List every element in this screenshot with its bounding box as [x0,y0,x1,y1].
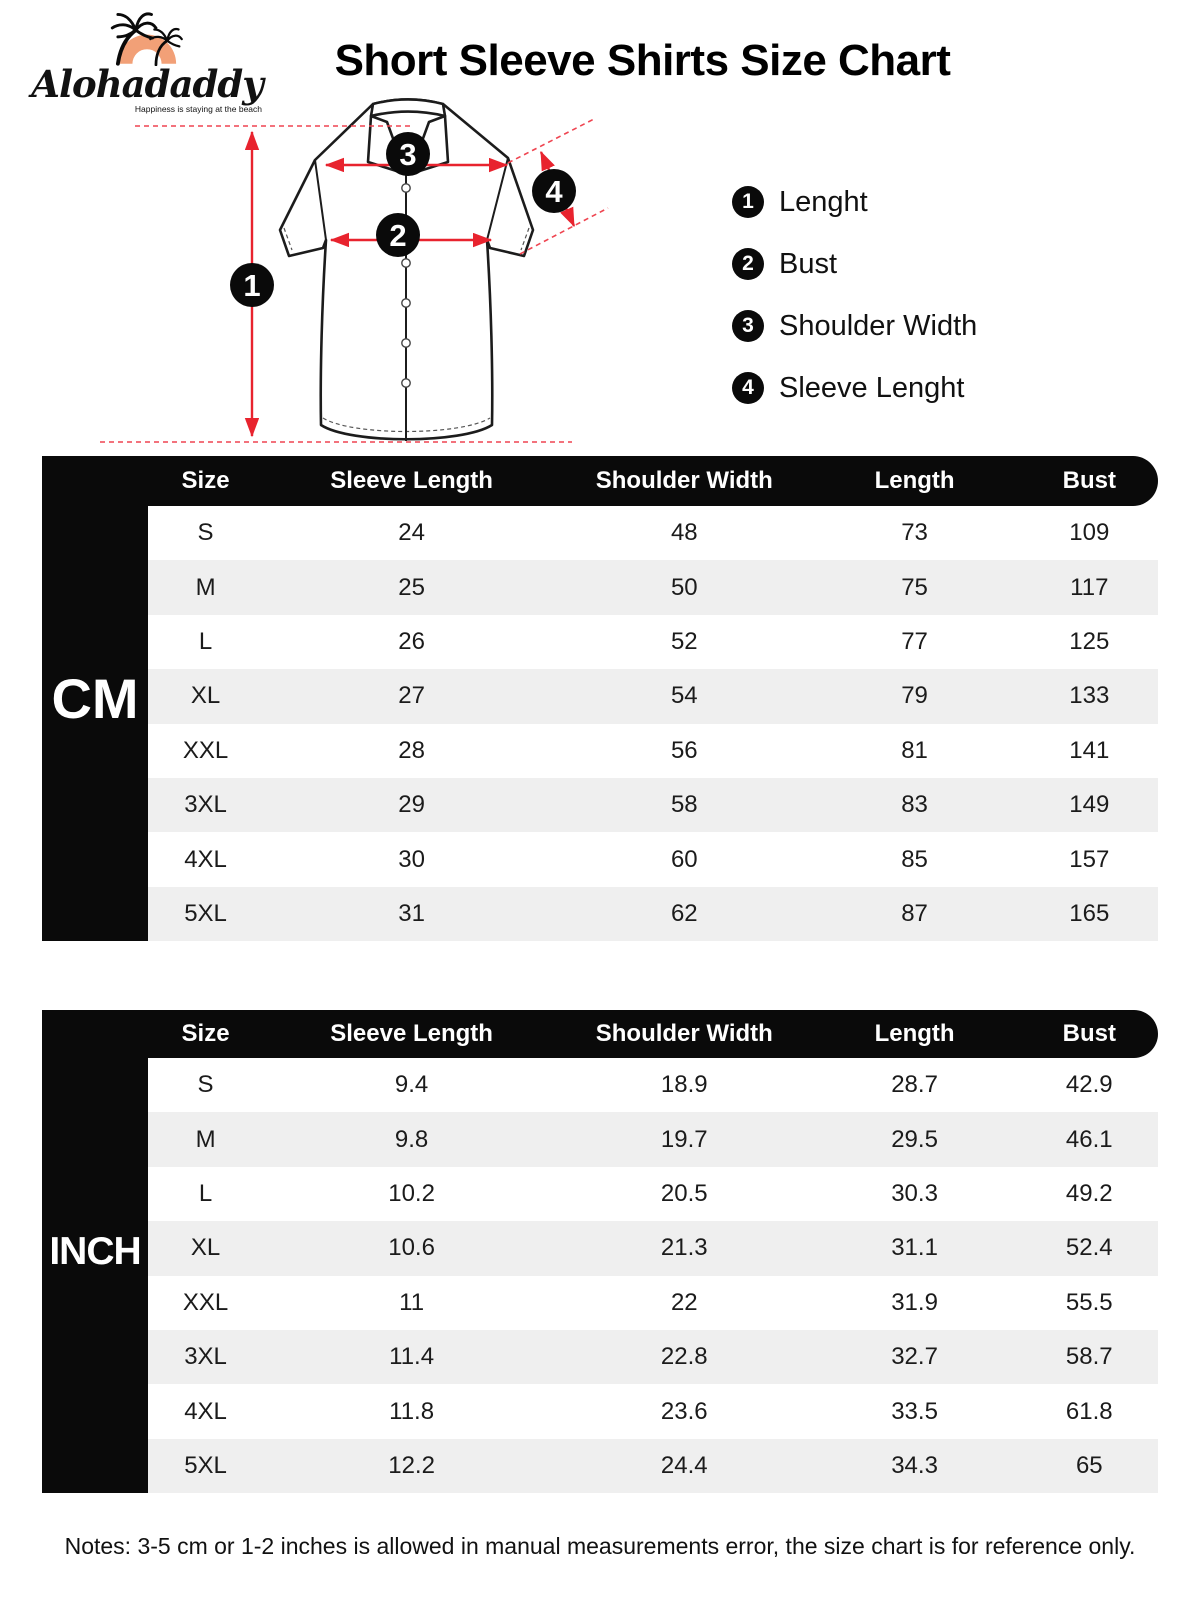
column-header-bust: Bust [1062,467,1116,494]
legend-badge-3: 3 [732,310,764,342]
unit-label-inch: INCH [42,1010,148,1493]
unit-label-cm: CM [42,456,148,941]
table-row [148,778,1158,832]
legend-badge-2: 2 [732,248,764,280]
table-cell: 31.9 [891,1288,938,1316]
table-cell: 5XL [184,1451,227,1479]
table-cell: 5XL [184,899,227,927]
table-cell: 48 [670,519,698,547]
table-cell: 27 [398,682,425,710]
table-row [148,1167,1158,1221]
notes-text: Notes: 3-5 cm or 1-2 inches is allowed in manual measurements error, the size chart is for reference only. [64,1533,1136,1559]
table-cell: 79 [901,682,928,710]
diagram-badge-2: 2 [389,218,407,253]
table-cell: 11.4 [389,1343,435,1371]
column-header-bust: Bust [1062,1020,1116,1047]
table-cell: 55.5 [1065,1288,1113,1316]
table-cell: 56 [670,736,698,764]
table-cell: 50 [670,573,698,601]
table-cell: 58 [670,791,698,819]
size-table-inch [42,1010,1158,1493]
table-cell: XXL [182,1288,229,1316]
table-row [148,1276,1158,1330]
legend-item-shoulder-width [732,308,977,344]
table-cell: XL [190,1234,221,1262]
table-cell: 11.8 [389,1397,435,1425]
table-cell: M [195,1125,216,1153]
table-body-inch [148,1058,1158,1493]
table-cell: 31.1 [891,1234,938,1262]
table-cell: 62 [670,899,698,927]
table-cell: 149 [1069,791,1110,819]
size-table-cm [42,456,1158,941]
table-cell: 165 [1069,899,1110,927]
column-header-shoulder-width: Shoulder Width [595,467,773,494]
table-cell: 157 [1069,845,1110,873]
table-row [148,1384,1158,1438]
table-cell: 46.1 [1065,1125,1113,1153]
table-cell: 30 [398,845,425,873]
table-cell: 22 [670,1288,698,1316]
table-cell: 65 [1075,1451,1103,1479]
table-cell: 117 [1070,573,1109,601]
legend-label: Sleeve Lenght [779,371,965,404]
column-header-sleeve-length: Sleeve Length [330,467,493,494]
table-row [148,1439,1158,1493]
table-cell: 30.3 [891,1179,938,1207]
table-cell: 52 [670,627,698,655]
table-cell: 42.9 [1065,1071,1113,1099]
table-row [148,506,1158,560]
table-cell: 18.9 [660,1071,708,1099]
table-cell: 58.7 [1065,1343,1113,1371]
table-cell: 23.6 [660,1397,708,1425]
brand-tagline: Happiness is staying at the beach [134,104,262,114]
table-cell: 28 [398,736,425,764]
table-cell: 60 [670,845,698,873]
column-header-length: Length [874,1020,955,1047]
brand-name: Alohadaddy [31,62,263,106]
table-cell: 75 [901,573,928,601]
table-body-cm [148,506,1158,941]
table-cell: 83 [901,791,928,819]
legend-label: Lenght [779,185,868,218]
table-header-cm [42,456,1158,506]
table-cell: 10.2 [388,1179,435,1207]
table-cell: 87 [901,899,928,927]
diagram-badge-4: 4 [545,174,563,209]
table-row [148,560,1158,614]
column-header-length: Length [874,467,955,494]
table-cell: 61.8 [1065,1397,1113,1425]
table-cell: L [198,627,213,655]
table-cell: 141 [1069,736,1110,764]
table-cell: M [195,573,216,601]
column-header-sleeve-length: Sleeve Length [330,1020,493,1047]
table-cell: 3XL [184,791,227,819]
table-cell: 133 [1069,682,1110,710]
table-row [148,1221,1158,1275]
legend-item-bust [732,246,977,282]
column-header-size: Size [181,1020,230,1047]
table-cell: 49.2 [1065,1179,1113,1207]
legend-badge-1: 1 [732,186,764,218]
table-header-inch [42,1010,1158,1058]
table-cell: 31 [398,899,425,927]
legend-label: Shoulder Width [779,309,978,342]
table-cell: 24.4 [660,1451,708,1479]
table-cell: XL [190,682,221,710]
table-cell: 24 [398,519,425,547]
table-cell: S [197,1071,214,1099]
diagram-badge-3: 3 [399,137,417,172]
table-cell: 3XL [184,1343,227,1371]
table-cell: 26 [398,627,425,655]
table-cell: 21.3 [660,1234,708,1262]
table-cell: 85 [901,845,928,873]
table-cell: 19.7 [660,1125,708,1153]
table-row [148,1058,1158,1112]
table-cell: 81 [901,736,928,764]
table-row [148,887,1158,941]
shirt-measurement-diagram [80,92,620,452]
table-cell: 12.2 [388,1451,435,1479]
table-cell: 32.7 [891,1343,938,1371]
table-cell: L [198,1179,213,1207]
table-cell: 29.5 [891,1125,938,1153]
table-cell: 4XL [184,1397,227,1425]
column-header-shoulder-width: Shoulder Width [595,1020,773,1047]
table-cell: 34.3 [891,1451,938,1479]
table-cell: 22.8 [660,1343,708,1371]
table-cell: 20.5 [660,1179,708,1207]
table-cell: 9.8 [394,1125,429,1153]
table-cell: 25 [398,573,425,601]
table-cell: 52.4 [1065,1234,1113,1262]
table-cell: S [197,519,214,547]
legend-item-sleeve-length [732,370,977,406]
table-cell: 54 [670,682,698,710]
legend-badge-4: 4 [732,372,764,404]
table-cell: 9.4 [394,1071,429,1099]
table-cell: 77 [901,627,928,655]
table-row [148,669,1158,723]
table-row [148,832,1158,886]
diagram-badge-1: 1 [243,268,261,303]
legend-label: Bust [779,247,838,280]
table-cell: 33.5 [891,1397,938,1425]
table-cell: 73 [901,519,928,547]
column-header-size: Size [181,467,230,494]
table-row [148,1330,1158,1384]
measurement-legend [732,184,977,432]
legend-item-length [732,184,977,220]
table-cell: 29 [398,791,425,819]
table-cell: 4XL [184,845,227,873]
page-title: Short Sleeve Shirts Size Chart [334,36,951,85]
table-cell: XXL [182,736,229,764]
table-cell: 11 [399,1288,425,1316]
table-row [148,615,1158,669]
table-cell: 125 [1069,627,1110,655]
table-cell: 109 [1069,519,1110,547]
table-row [148,724,1158,778]
table-cell: 10.6 [388,1234,435,1262]
table-cell: 28.7 [891,1071,938,1099]
table-row [148,1112,1158,1166]
